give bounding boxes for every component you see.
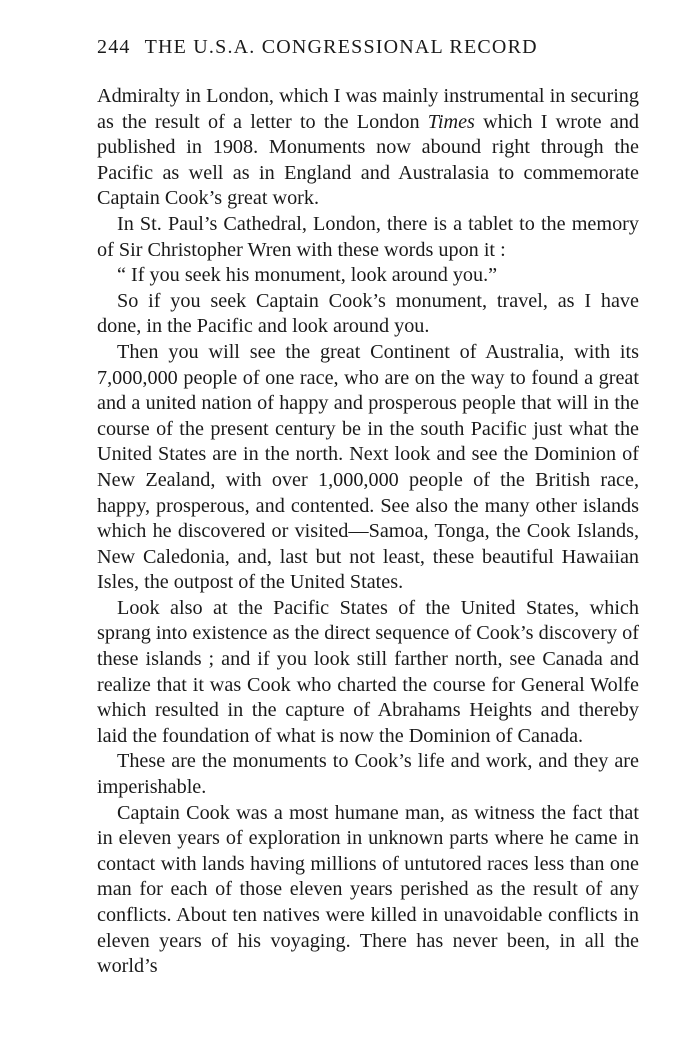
paragraph-text: Admiralty in London, which I was mainly instrumental in securing as the result of a letter to the London <box>97 85 639 133</box>
body-text <box>97 84 639 980</box>
paragraph: Then you will see the great Continent of Australia, with its 7,000,000 people of one race, who are on the way to found a great and a united nation of happy and prosperous people that will in the course of the present century be in the south Pacific just what the United States are in the north. Next look and see the Dominion of New Zealand, with over 1,000,000 people of the British race, happy, prosperous, and contented. See also the many other islands which he discovered or visited—Samoa, Tonga, the Cook Islands, New Caledonia, and, last but not least, these beautiful Hawaiian Isles, the outpost of the United States. <box>97 340 639 594</box>
paragraph <box>97 84 639 212</box>
paragraph: So if you seek Captain Cook’s monument, travel, as I have done, in the Pacific and look around you. <box>97 289 639 338</box>
page-number: 244 <box>97 36 131 58</box>
paragraph: Captain Cook was a most humane man, as witness the fact that in eleven years of exploration in unknown parts where he came in contact with lands having millions of untutored races less than one man for each of those eleven years perished as the result of any conflicts. About ten natives were killed in unavoidable conflicts in eleven years of his voyaging. There has never been, in all the world’s <box>97 801 639 978</box>
quotation: “ If you seek his monument, look around you.” <box>117 264 498 287</box>
paragraph-text: which I wrote and published in 1908. Monuments now abound right through the Pacific as well as in England and Australasia to commemorate Captain Cook’s great work. <box>97 110 640 210</box>
paragraph: In St. Paul’s Cathedral, London, there is a tablet to the memory of Sir Christopher Wren with these words upon it : <box>97 212 639 261</box>
running-title: THE U.S.A. CONGRESSIONAL RECORD <box>144 36 538 58</box>
paragraph: These are the monuments to Cook’s life and work, and they are imperishable. <box>97 750 639 799</box>
newspaper-title: Times <box>427 110 475 133</box>
paragraph: Look also at the Pacific States of the United States, which sprang into existence as the direct sequence of Cook’s discovery of these islands ; and if you look still farther north, see Canada and realize that it was Cook who charted the course for General Wolfe which resulted in the capture of Abrahams Heights and thereby laid the foundation of what is now the Dominion of Canada. <box>97 596 639 747</box>
running-head <box>97 36 642 59</box>
